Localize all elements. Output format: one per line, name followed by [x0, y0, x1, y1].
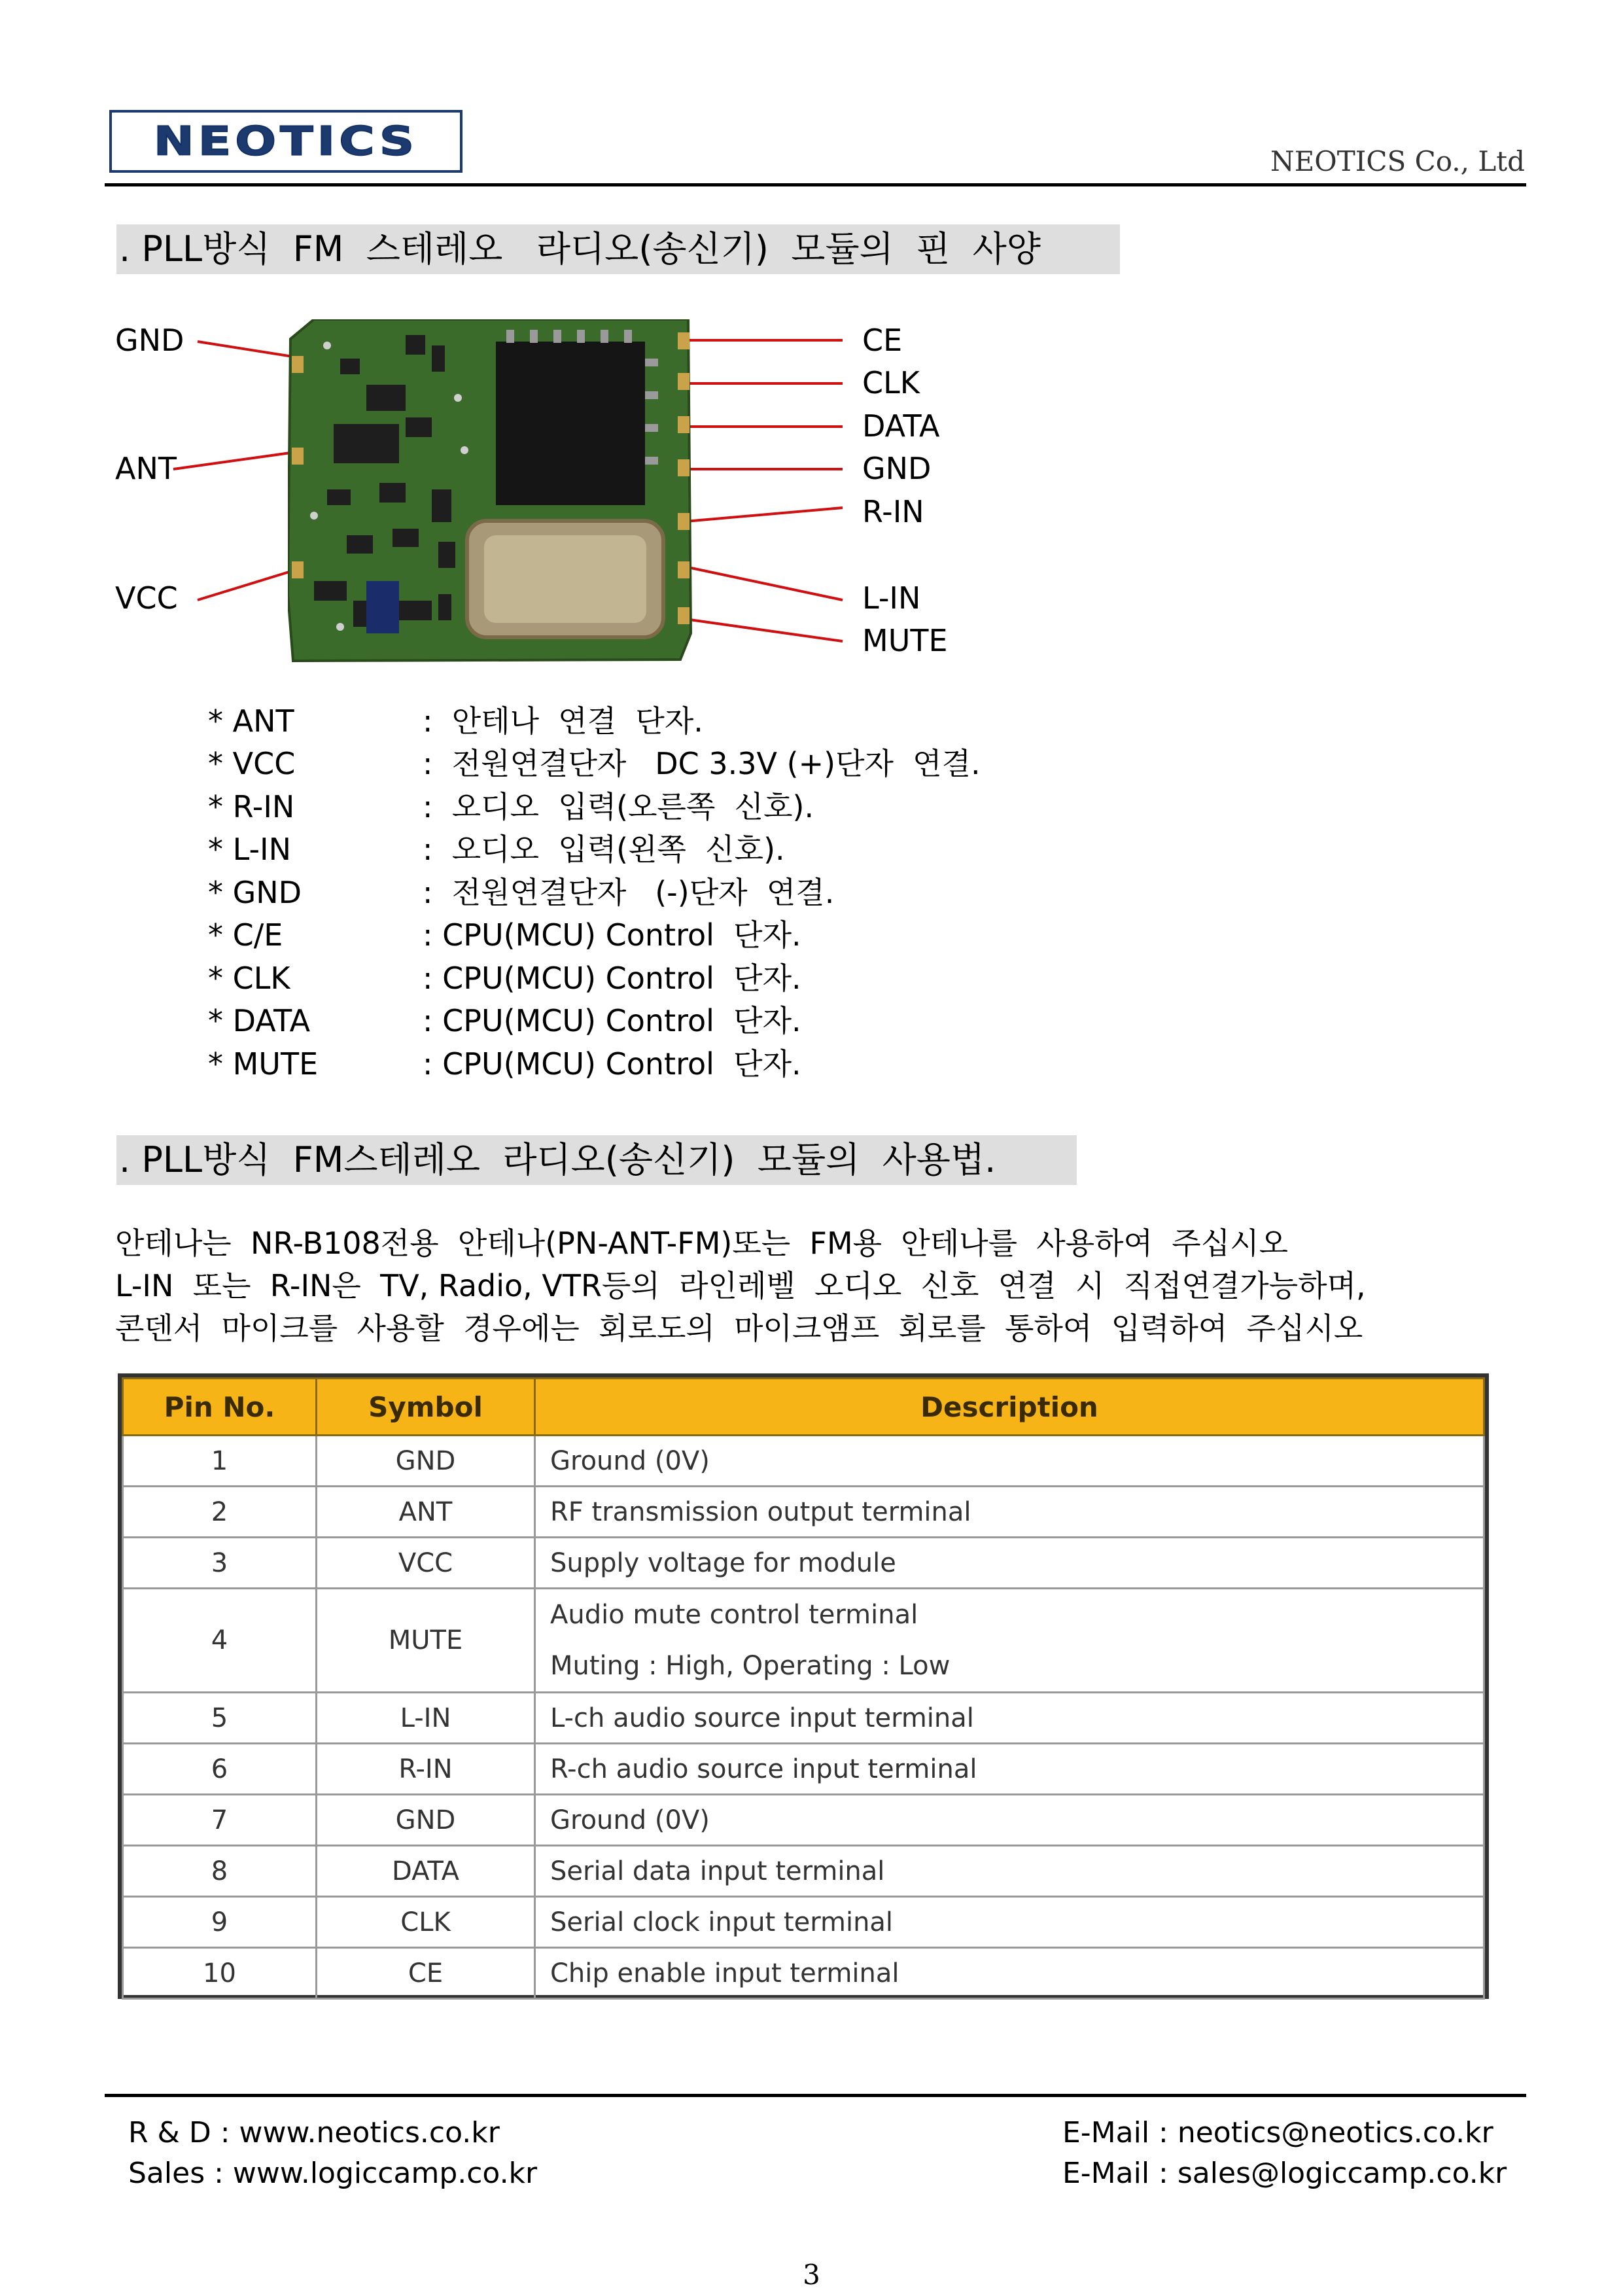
cell-symbol: MUTE — [317, 1589, 535, 1693]
cell-description: L-ch audio source input terminal — [535, 1693, 1484, 1744]
section2-title: . PLL방식 FM스테레오 라디오(송신기) 모듈의 사용법. — [116, 1135, 1077, 1185]
pin-desc-symbol: * MUTE — [208, 1046, 319, 1082]
pin-label-left: GND — [115, 323, 184, 358]
cell-description: Serial data input terminal — [535, 1846, 1484, 1897]
cell-pin-no: 4 — [123, 1589, 317, 1693]
pin-label-right: GND — [862, 451, 932, 486]
cell-symbol: L-IN — [317, 1693, 535, 1744]
cell-description — [535, 1589, 1484, 1693]
pin-desc-text: : 안테나 연결 단자. — [423, 703, 703, 739]
table-row — [123, 1487, 1484, 1538]
cell-symbol: R-IN — [317, 1744, 535, 1795]
header-pin-no: Pin No. — [123, 1379, 317, 1436]
page-number: 3 — [803, 2259, 820, 2291]
cell-pin-no: 8 — [123, 1846, 317, 1897]
cell-symbol: GND — [317, 1436, 535, 1487]
cell-symbol: CLK — [317, 1897, 535, 1948]
cell-symbol: ANT — [317, 1487, 535, 1538]
footer-email-neotics[interactable]: E-Mail : neotics@neotics.co.kr — [1062, 2116, 1493, 2149]
pin-desc-symbol: * GND — [208, 875, 302, 910]
pin-desc-text: : CPU(MCU) Control 단자. — [423, 1046, 801, 1082]
cell-description: Ground (0V) — [535, 1795, 1484, 1846]
footer-email-sales[interactable]: E-Mail : sales@logiccamp.co.kr — [1062, 2157, 1507, 2190]
table-header-row — [123, 1379, 1484, 1436]
pin-label-left: ANT — [115, 451, 177, 486]
pin-label-right: MUTE — [862, 623, 948, 658]
pin-label-right: CE — [862, 323, 903, 358]
cell-pin-no: 10 — [123, 1948, 317, 1999]
footer-divider — [105, 2094, 1526, 2097]
cell-pin-no: 6 — [123, 1744, 317, 1795]
pin-desc-symbol: * VCC — [208, 746, 296, 781]
header-symbol: Symbol — [317, 1379, 535, 1436]
section1-title: . PLL방식 FM 스테레오 라디오(송신기) 모듈의 핀 사양 — [116, 224, 1120, 274]
cell-description: Serial clock input terminal — [535, 1897, 1484, 1948]
pin-desc-text: : CPU(MCU) Control 단자. — [423, 961, 801, 996]
cell-description-line2: Muting : High, Operating : Low — [550, 1651, 951, 1681]
header-description: Description — [535, 1379, 1484, 1436]
cell-pin-no: 5 — [123, 1693, 317, 1744]
usage-text-line: 콘덴서 마이크를 사용할 경우에는 회로도의 마이크앰프 회로를 통하여 입력하여 주십시오 — [115, 1311, 1363, 1346]
footer-sales-link[interactable]: Sales : www.logiccamp.co.kr — [128, 2157, 538, 2190]
module-photo — [288, 319, 693, 666]
cell-symbol: VCC — [317, 1538, 535, 1589]
cell-pin-no: 2 — [123, 1487, 317, 1538]
pin-desc-text: : 오디오 입력(왼쪽 신호). — [423, 832, 785, 867]
pin-label-right: R-IN — [862, 494, 924, 529]
logo-text: NEOTICS — [153, 118, 419, 165]
cell-symbol: CE — [317, 1948, 535, 1999]
pin-desc-text: : 오디오 입력(오른쪽 신호). — [423, 789, 814, 824]
cell-description: Ground (0V) — [535, 1436, 1484, 1487]
pin-label-right: L-IN — [862, 580, 921, 616]
table-row — [123, 1948, 1484, 1999]
cell-description: Supply voltage for module — [535, 1538, 1484, 1589]
pin-desc-text: : CPU(MCU) Control 단자. — [423, 1003, 801, 1038]
table-row — [123, 1744, 1484, 1795]
pin-desc-text: : 전원연결단자 (-)단자 연결. — [423, 875, 835, 910]
pin-leader-lines — [0, 0, 1623, 720]
table-row — [123, 1795, 1484, 1846]
usage-text-line: 안테나는 NR-B108전용 안테나(PN-ANT-FM)또는 FM용 안테나를 사용하여 주십시오 — [115, 1226, 1289, 1261]
cell-pin-no: 1 — [123, 1436, 317, 1487]
cell-description-line1: Audio mute control terminal — [550, 1600, 918, 1630]
pin-desc-text: : 전원연결단자 DC 3.3V (+)단자 연결. — [423, 746, 981, 781]
pin-desc-text: : CPU(MCU) Control 단자. — [423, 917, 801, 953]
usage-text-line: L-IN 또는 R-IN은 TV, Radio, VTR등의 라인레벨 오디오 신호 연결 시 직접연결가능하며, — [115, 1268, 1366, 1303]
cell-description: Chip enable input terminal — [535, 1948, 1484, 1999]
cell-pin-no: 9 — [123, 1897, 317, 1948]
cell-pin-no: 7 — [123, 1795, 317, 1846]
pin-table — [118, 1373, 1489, 1999]
cell-description: R-ch audio source input terminal — [535, 1744, 1484, 1795]
cell-description: RF transmission output terminal — [535, 1487, 1484, 1538]
pin-desc-symbol: * CLK — [208, 961, 290, 996]
pin-desc-symbol: * DATA — [208, 1003, 311, 1038]
cell-pin-no: 3 — [123, 1538, 317, 1589]
pin-desc-symbol: * L-IN — [208, 832, 292, 867]
table-row — [123, 1538, 1484, 1589]
company-name: NEOTICS Co., Ltd — [1270, 145, 1525, 177]
cell-symbol: GND — [317, 1795, 535, 1846]
table-row — [123, 1846, 1484, 1897]
table-row — [123, 1436, 1484, 1487]
table-row — [123, 1693, 1484, 1744]
table-row — [123, 1589, 1484, 1693]
footer-rd-link[interactable]: R & D : www.neotics.co.kr — [128, 2116, 500, 2149]
pin-desc-symbol: * C/E — [208, 917, 283, 953]
pin-label-right: DATA — [862, 408, 940, 444]
pin-desc-symbol: * ANT — [208, 703, 294, 739]
pin-label-left: VCC — [115, 580, 178, 616]
cell-symbol: DATA — [317, 1846, 535, 1897]
table-row — [123, 1897, 1484, 1948]
pin-desc-symbol: * R-IN — [208, 789, 295, 824]
pin-label-right: CLK — [862, 365, 920, 400]
